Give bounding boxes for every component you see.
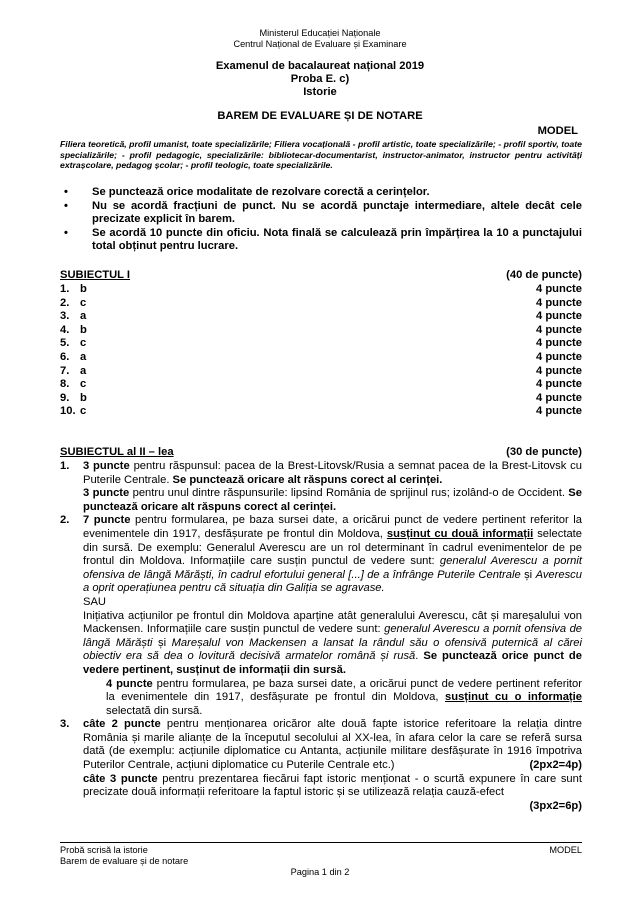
center-header: Centrul Național de Evaluare și Examinare bbox=[233, 39, 407, 49]
bullet-icon: • bbox=[64, 226, 68, 239]
item-3: 3. câte 2 puncte pentru menționarea oricăror alte două fapte istorice referitoare la relația dintre România și marile alianțe de la începutul secolului al XX-lea, în afara celor la care se referă sursa dată (de exemplu: acțiunile diplomatice cu Antanta, acțiunile militare desfășurate în 1916 împotriva Puterilor Centrale, acțiuni diplomatice cu Puterile Centrale etc.) (2px2=4p) câte 3 puncte pentru prezentarea fiecărui fapt istoric menționat - o scurtă expunere în care sunt precizate două informații referitoare la faptul istoric și se utilizează relația cauză-efect (3px2=6p) bbox=[60, 718, 582, 812]
subiect2-points: (30 de puncte) bbox=[506, 446, 582, 458]
answer-row: 8. c 4 puncte bbox=[60, 378, 582, 391]
subiect2-body bbox=[60, 460, 582, 813]
answer-row: 9. b 4 puncte bbox=[60, 391, 582, 404]
ministry-header: Ministerul Educației Naționale bbox=[259, 28, 381, 38]
subiect1-heading bbox=[60, 269, 582, 282]
answer-row: 7. a 4 puncte bbox=[60, 364, 582, 377]
subiect1-name: SUBIECTUL I bbox=[60, 269, 131, 281]
rule-item: • Se acordă 10 puncte din oficiu. Nota finală se calculează prin împărțirea la 10 a punctajului total obținut pentru lucrare. bbox=[64, 226, 582, 253]
calc-note: (2px2=4p) bbox=[529, 759, 582, 772]
exam-title: Examenul de bacalaureat național 2019 bbox=[215, 60, 425, 72]
subject-title: Istorie bbox=[303, 86, 337, 98]
subiect2-name: SUBIECTUL al II – lea bbox=[60, 446, 174, 458]
model-label: MODEL bbox=[537, 125, 578, 137]
subiect1-points: (40 de puncte) bbox=[506, 269, 582, 281]
bullet-icon: • bbox=[64, 186, 68, 198]
proba-title: Proba E. c) bbox=[290, 73, 350, 85]
general-rules bbox=[60, 186, 582, 254]
item-2: 2. 7 puncte pentru formularea, pe baza sursei date, a oricărui punct de vedere pertinent referitor la evenimentele din 1917, desfășurate pe frontul din Moldova, susținut cu două informații selectate din sursă. De exemplu: Generalul Averescu are un rol determinant în cadrul evenimentelor de pe frontul din Moldova. Informațiile care susțin punctul de vedere sunt: generalul Averescu a pornit ofensiva de lângă Mărăști, în cadrul efortului general [...] de a înfrânge Puterile Centrale și Averescu a oprit operațiunea pentru că situația din Galiția se agravase. SAU Inițiativa acțiunilor pe frontul din Moldova aparține atât generalului Averescu, cât și mareșalului von Mackensen. Informațiile care susțin punctul de vedere sunt: generalul Averescu a pornit ofensiva de lângă Mărăști și Mareșalul von Mackensen a lansat la rândul său o ofensivă puternică al cărei obiectiv era să dea o lovitură decisivă armatelor română și rusă. Se punctează orice punct de vedere pertinent, susținut de informații din sursă. 4 puncte pentru formularea, pe baza sursei date, a oricărui punct de vedere pertinent referitor la evenimentele din 1917, desfășurate pe frontul din Moldova, susținut cu o informație selectată din sursă. bbox=[60, 514, 583, 717]
answer-row: 3. a 4 puncte bbox=[60, 310, 582, 323]
rule-item: • Se punctează orice modalitate de rezolvare corectă a cerințelor. bbox=[64, 186, 430, 198]
answer-list bbox=[60, 283, 582, 419]
answer-row: 5. c 4 puncte bbox=[60, 337, 582, 350]
item-1: 1. 3 puncte pentru răspunsul: pacea de la Brest-Litovsk/Rusia a semnat pacea de la Brest-Litovsk cu Puterile Centrale. Se punctează oricare alt răspuns corect al cerinței. 3 puncte pentru unul dintre răspunsurile: lipsind România de sprijinul rus; izolând-o de Occident. Se punctează oricare alt răspuns corect al cerinței. bbox=[60, 460, 582, 513]
calc-note: (3px2=6p) bbox=[529, 799, 582, 812]
answer-row: 4. b 4 puncte bbox=[60, 323, 582, 336]
footer-left-2: Barem de evaluare și de notare bbox=[60, 856, 189, 866]
subiect2-heading bbox=[60, 446, 582, 459]
answer-row: 10. c 4 puncte bbox=[60, 405, 582, 418]
rule-item: • Nu se acordă fracțiuni de punct. Nu se acordă punctaje intermediare, altele decât cele precizate explicit în barem. bbox=[64, 199, 582, 226]
filiera-text: Filiera teoretică, profil umanist, toate specializările; Filiera vocațională - profil artistic, toate specializările; - profil sportiv, toate specializările; - profil pedagogic, specializările: bibliotecar-documentarist, instructor-animator, instructor pentru activități extrașcolare, pedagog școlar; - profil teologic, toate specializările. bbox=[60, 139, 582, 171]
answer-row: 6. a 4 puncte bbox=[60, 350, 582, 363]
footer-left-1: Probă scrisă la istorie bbox=[60, 845, 148, 855]
bullet-icon: • bbox=[64, 199, 68, 212]
footer-divider bbox=[60, 842, 582, 843]
answer-row: 2. c 4 puncte bbox=[60, 296, 582, 309]
page-number: Pagina 1 din 2 bbox=[290, 867, 350, 877]
footer-model: MODEL bbox=[549, 845, 582, 855]
barem-title: BAREM DE EVALUARE ȘI DE NOTARE bbox=[217, 110, 423, 122]
answer-row: 1. b 4 puncte bbox=[60, 283, 582, 295]
